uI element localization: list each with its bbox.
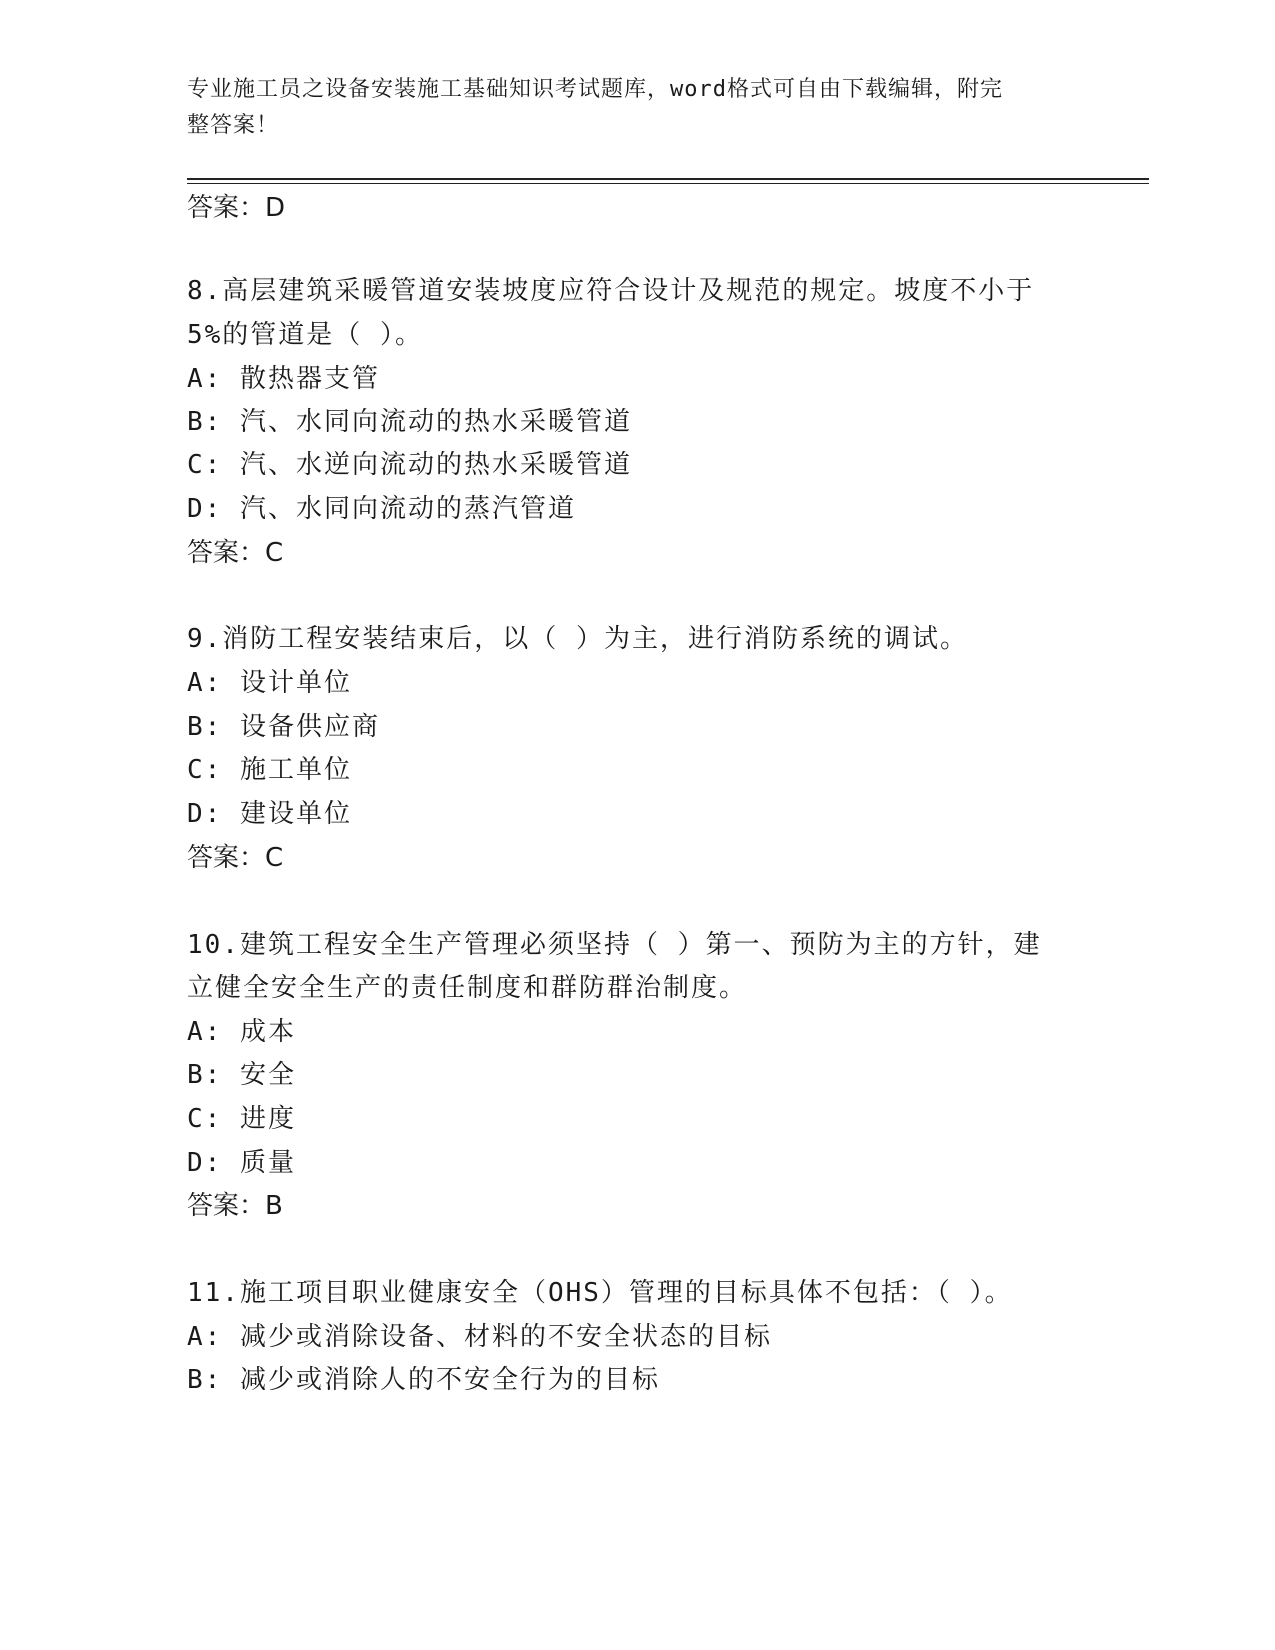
header-title-line-1: 专业施工员之设备安装施工基础知识考试题库，word格式可自由下载编辑，附完 — [187, 77, 1003, 102]
question-8-answer: 答案：C — [187, 538, 284, 568]
question-10-option-d: D: 质量 — [187, 1148, 296, 1178]
question-8-option-b: B: 汽、水同向流动的热水采暖管道 — [187, 407, 632, 437]
question-10-stem-line-2: 立健全安全生产的责任制度和群防群治制度。 — [187, 973, 748, 1003]
question-9-option-b: B: 设备供应商 — [187, 712, 380, 742]
question-9-answer: 答案：C — [187, 843, 284, 873]
question-8-option-c: C: 汽、水逆向流动的热水采暖管道 — [187, 450, 632, 480]
document-header — [187, 72, 1067, 144]
question-11-stem-line-1: 11.施工项目职业健康安全（OHS）管理的目标具体不包括：（ ）。 — [187, 1278, 1013, 1308]
question-8-stem-line-1: 8.高层建筑采暖管道安装坡度应符合设计及规范的规定。坡度不小于 — [187, 276, 1035, 306]
question-10-option-b: B: 安全 — [187, 1060, 296, 1090]
header-divider-thick — [187, 178, 1149, 180]
question-10-answer: 答案：B — [187, 1191, 283, 1221]
question-8-stem-line-2: 5%的管道是（ ）。 — [187, 320, 423, 350]
question-9-stem-line-1: 9.消防工程安装结束后，以（ ）为主，进行消防系统的调试。 — [187, 624, 968, 654]
question-9-option-a: A: 设计单位 — [187, 668, 352, 698]
question-11-option-a: A: 减少或消除设备、材料的不安全状态的目标 — [187, 1322, 772, 1352]
question-11-option-b: B: 减少或消除人的不安全行为的目标 — [187, 1365, 660, 1395]
previous-answer: 答案：D — [187, 193, 286, 223]
question-9-option-d: D: 建设单位 — [187, 799, 352, 829]
header-title-line-2: 整答案！ — [187, 113, 280, 138]
question-8-option-d: D: 汽、水同向流动的蒸汽管道 — [187, 494, 576, 524]
question-10-option-a: A: 成本 — [187, 1017, 296, 1047]
question-8-option-a: A: 散热器支管 — [187, 364, 380, 394]
header-divider-thin — [187, 183, 1149, 184]
question-10-option-c: C: 进度 — [187, 1104, 296, 1134]
question-9-option-c: C: 施工单位 — [187, 755, 352, 785]
question-10-stem-line-1: 10.建筑工程安全生产管理必须坚持（ ）第一、预防为主的方针，建 — [187, 930, 1042, 960]
